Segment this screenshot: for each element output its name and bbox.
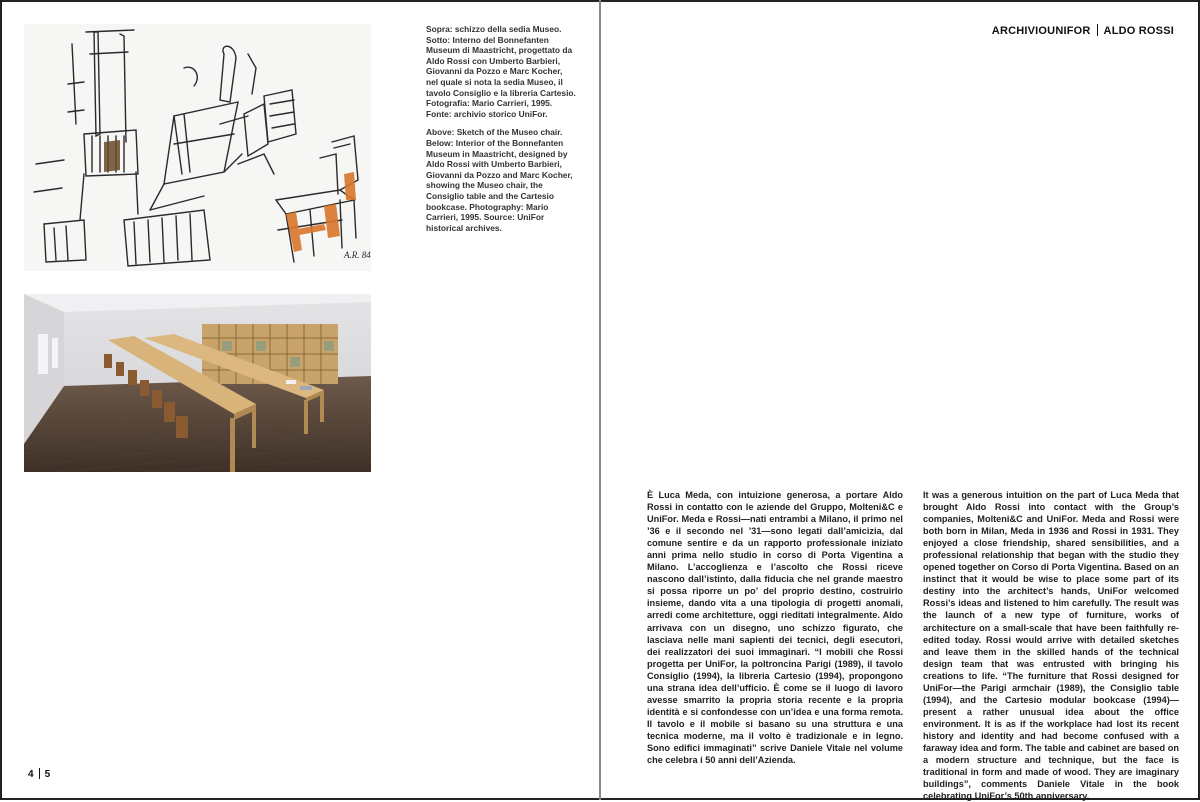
header-author: ALDO ROSSI	[1103, 25, 1174, 37]
right-page	[600, 0, 1200, 800]
sketch-drawing	[24, 24, 371, 271]
sketch-signature: A.R. 84	[344, 250, 371, 260]
body-text-english: It was a generous intuition on the part of Luca Meda that brought Aldo Rossi into contact with the Group’s companies, Molteni&C and UniFor. Meda and Rossi were both born in Milan, Meda in 1936 and Rossi in 1931. They enjoyed a close friendship, shared sensibilities, and a professional relationship that began with the studio they opened together on Corso di Porta Vigentina. Based on an instinct that it would be wise to place some part of its destiny into the architect’s hands, UniFor welcomed Rossi’s ideas and listened to him carefully. The result was the launch of a new type of furniture, works of architecture on a small-scale that have been faithfully re-edited today. Rossi would arrive with detailed sketches and leave them in the skilled hands of the technical design team that was entrusted with bringing his creations to life. “The furniture that Rossi designed for UniFor—the Parigi armchair (1989), the Consiglio table (1994), and the Cartesio modular bookcase (1994)—present a rather unusual idea about the office environment. It is as if the workplace had lost its recent history and identity and had become confused with a faraway idea and form. The table and cabinet are based on a modern structure and technique, but the face is traditional in form and made of wood. They are imaginary buildings”, comments Daniele Vitale in the book celebrating UniFor’s 50th anniversary.	[923, 490, 1179, 802]
photo-drawing	[24, 294, 371, 472]
running-header	[992, 24, 1174, 37]
folio-divider	[39, 768, 40, 779]
museum-interior-photo	[24, 294, 371, 472]
header-section: ARCHIVIOUNIFOR	[991, 25, 1091, 37]
museo-chair-sketch	[24, 24, 371, 271]
page-numbers	[28, 768, 50, 780]
caption-italian: Sopra: schizzo della sedia Museo. Sotto: Interno del Bonnefanten Museum di Maastricht, progettato da Aldo Rossi con Umberto Barbieri, Giovanni da Pozzo e Marc Kocher, nel quale si nota la sedia Museo, il tavolo Consiglio e la libreria Cartesio. Fotografia: Mario Carrieri, 1995. Fonte: archivio storico UniFor.	[426, 24, 576, 119]
header-divider	[1097, 24, 1098, 36]
page-number-left: 4	[28, 769, 34, 780]
page-number-right: 5	[44, 769, 51, 780]
caption-english: Above: Sketch of the Museo chair. Below: Interior of the Bonnefanten Museum in Maastricht, designed by Aldo Rossi with Umberto Barbieri, Giovanni da Pozzo and Marc Kocher, showing the Museo chair, the Consiglio table and the Cartesio bookcase. Photography: Mario Carrieri, 1995. Source: UniFor historical archives.	[426, 127, 573, 233]
body-text-italian: È Luca Meda, con intuizione generosa, a portare Aldo Rossi in contatto con le aziende del Gruppo, Molteni&C e UniFor. Meda e Rossi—nati entrambi a Milano, il primo nel ’36 e il secondo nel ’31—sono legati dall’amicizia, dal comune sentire e da un rapporto professionale iniziato anni prima nello studio in corso di Porta Vigentina a Milano. L’accoglienza e l’ascolto che Rossi riceve nascono dall’istinto, dalla fiducia che nel grande maestro si possa riporre un po’ del proprio destino, costruirlo insieme, dando vita a una tipologia di progetti anomali, arredi come architetture, oggi rieditati integralmente. Aldo arrivava con un disegno, uno schizzo figurato, che lasciava nelle mani sapienti dei tecnici, degli esecutori, dei realizzatori dei suoi immaginari. “I mobili che Rossi progetta per UniFor, la poltroncina Parigi (1989), il tavolo Consiglio (1994), la libreria Cartesio (1994), propongono una strana idea dell’ufficio. È come se il luogo di lavoro avesse smarrito la propria storia recente e la propria identità e si confondesse con un’idea e una forma remota. Il tavolo e il mobile si basano su una struttura e una tecnica moderne, ma il volto è tradizionale e in legno. Sono edifici immaginati” scrive Daniele Vitale nel volume che celebra i 50 anni dell’Azienda.	[647, 490, 903, 766]
left-page	[0, 0, 600, 800]
image-caption	[426, 24, 576, 241]
center-gutter	[599, 0, 601, 800]
